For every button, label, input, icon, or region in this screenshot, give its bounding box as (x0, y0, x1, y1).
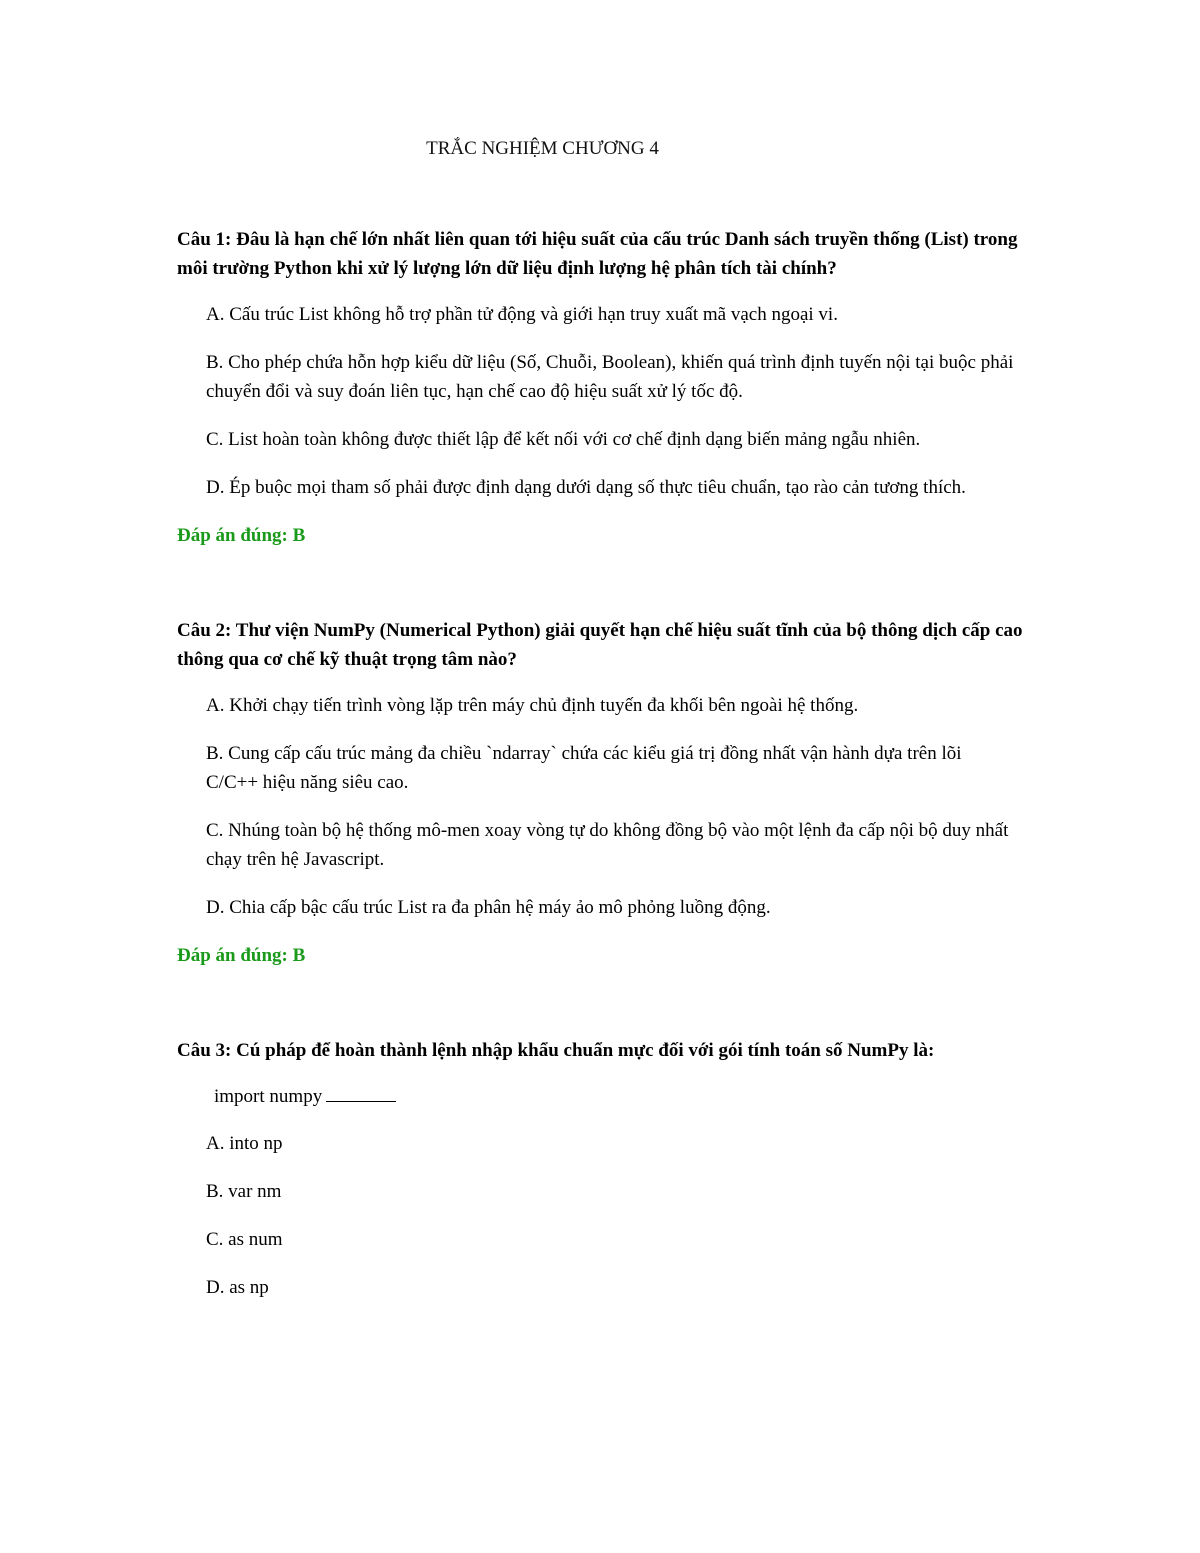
question-2-text: Câu 2: Thư viện NumPy (Numerical Python) giải quyết hạn chế hiệu suất tĩnh của bộ thông dịch cấp cao thông qua cơ chế kỹ thuật trọng tâm nào? (177, 620, 1023, 670)
document-title: TRẮC NGHIỆM CHƯƠNG 4 (426, 138, 659, 159)
question-3-code-line (214, 1082, 1027, 1111)
question-3-option-c: C. as num (206, 1229, 283, 1250)
question-1-options (177, 300, 1027, 502)
question-2-option-b: B. Cung cấp cấu trúc mảng đa chiều `ndarray` chứa các kiểu giá trị đồng nhất vận hành dựa trên lõi C/C++ hiệu năng siêu cao. (206, 743, 962, 793)
question-block-2 (177, 616, 1027, 970)
question-2-option-a: A. Khởi chạy tiến trình vòng lặp trên máy chủ định tuyến đa khối bên ngoài hệ thống. (206, 695, 859, 716)
question-3-code: import numpy (214, 1086, 323, 1107)
question-2-option-c: C. Nhúng toàn bộ hệ thống mô-men xoay vòng tự do không đồng bộ vào một lệnh đa cấp nội bộ duy nhất chạy trên hệ Javascript. (206, 820, 1009, 870)
question-1-option-d: D. Ép buộc mọi tham số phải được định dạng dưới dạng số thực tiêu chuẩn, tạo rào cản tương thích. (206, 477, 966, 498)
question-3-option-a: A. into np (206, 1133, 283, 1154)
question-3-option-d: D. as np (206, 1277, 269, 1298)
question-1-option-c: C. List hoàn toàn không được thiết lập để kết nối với cơ chế định dạng biến mảng ngẫu nhiên. (206, 429, 921, 450)
blank-line (326, 1083, 396, 1102)
question-2-options (177, 691, 1027, 922)
question-3-options (177, 1129, 1027, 1302)
question-3-option-b: B. var nm (206, 1181, 282, 1202)
question-1-option-b: B. Cho phép chứa hỗn hợp kiểu dữ liệu (Số, Chuỗi, Boolean), khiến quá trình định tuyến nội tại buộc phải chuyển đổi và suy đoán liên tục, hạn chế cao độ hiệu suất xử lý tốc độ. (206, 352, 1014, 402)
question-2-option-d: D. Chia cấp bậc cấu trúc List ra đa phân hệ máy ảo mô phỏng luồng động. (206, 897, 771, 918)
question-1-option-a: A. Cấu trúc List không hỗ trợ phần tử động và giới hạn truy xuất mã vạch ngoại vi. (206, 304, 838, 325)
question-3-text: Câu 3: Cú pháp để hoàn thành lệnh nhập khẩu chuẩn mực đối với gói tính toán số NumPy là: (177, 1040, 935, 1061)
question-1-answer: Đáp án đúng: B (177, 525, 306, 546)
question-block-1 (177, 225, 1027, 550)
question-block-3 (177, 1036, 1027, 1302)
question-1-text: Câu 1: Đâu là hạn chế lớn nhất liên quan tới hiệu suất của cấu trúc Danh sách truyền thống (List) trong môi trường Python khi xử lý lượng lớn dữ liệu định lượng hệ phân tích tài chính? (177, 229, 1018, 279)
document-page (177, 138, 1027, 1321)
question-2-answer: Đáp án đúng: B (177, 945, 306, 966)
